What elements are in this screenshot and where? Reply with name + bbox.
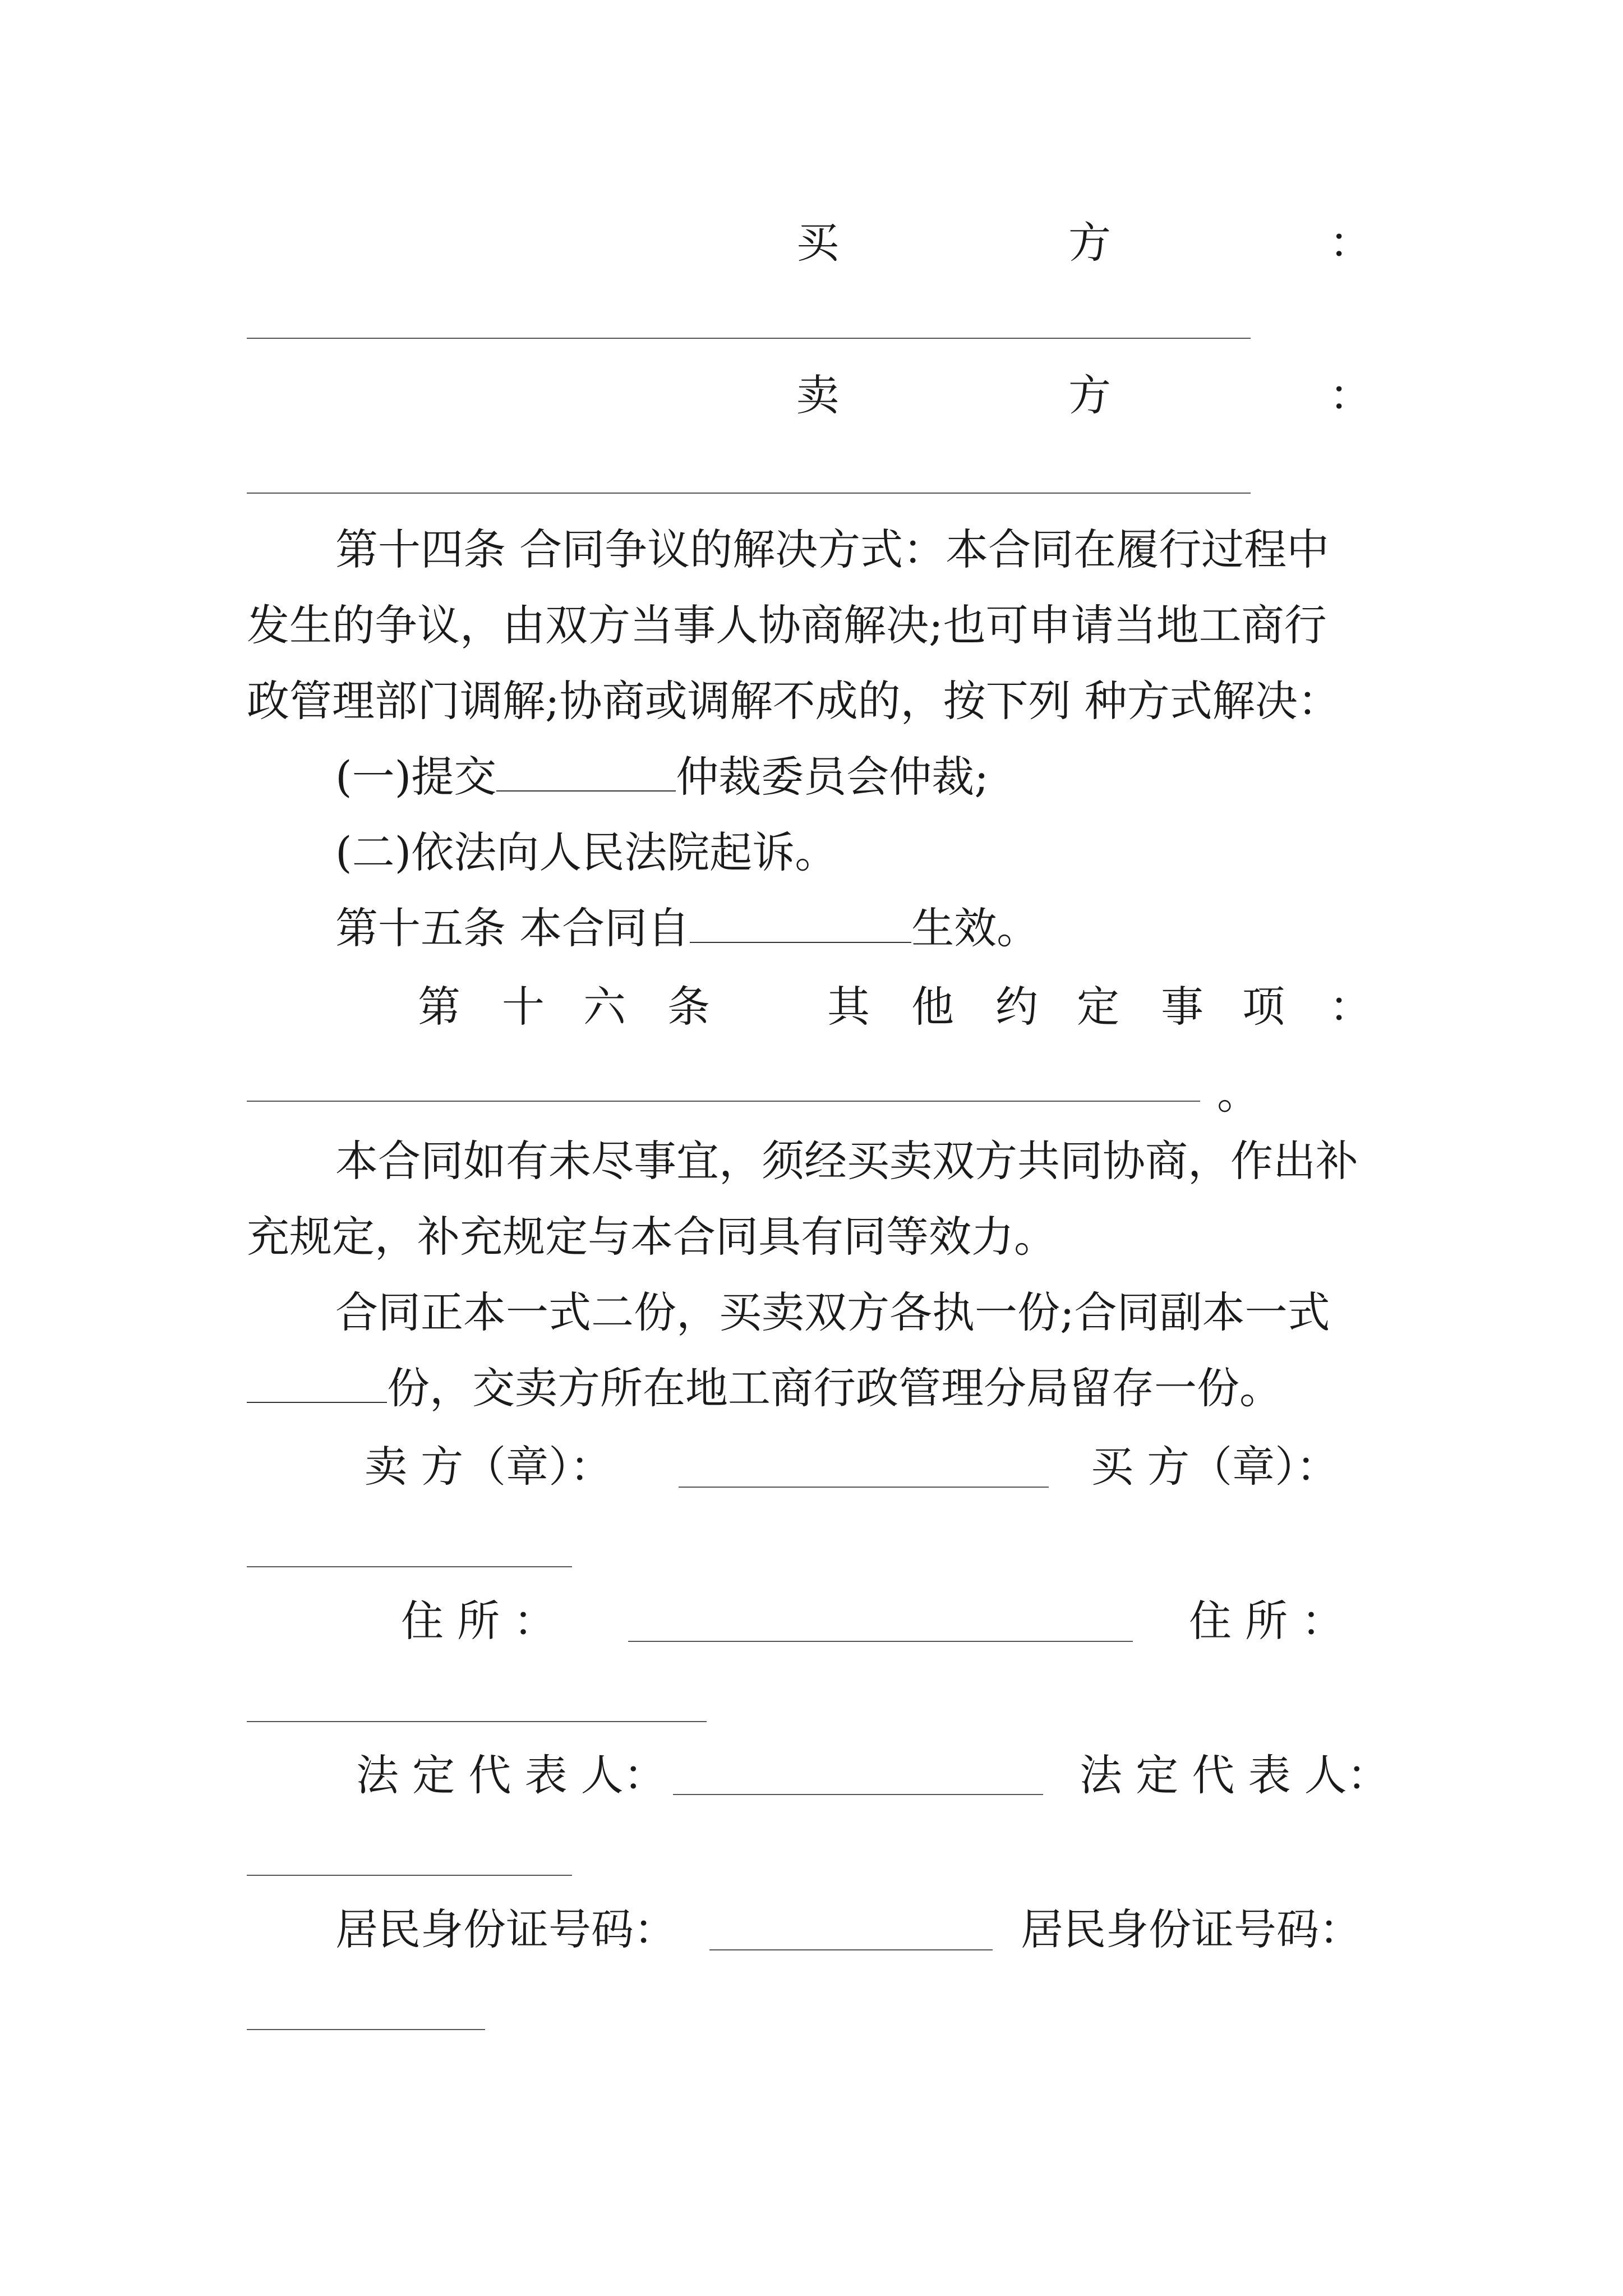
seller-address-line[interactable] <box>628 1641 1133 1642</box>
article16-char: 条 <box>667 982 710 1032</box>
seller-address-label: 住 所 ： <box>401 1596 556 1646</box>
seller-legal-rep-label: 法 定 代 表 人： <box>356 1750 666 1800</box>
article16-char: 十 <box>502 982 545 1032</box>
article16-char: 六 <box>583 982 626 1032</box>
seller-legal-rep-line[interactable] <box>673 1794 1043 1795</box>
copies-line1: 合同正本一式二份，买卖双方各执一份;合同副本一式 <box>335 1287 1330 1337</box>
option1-suffix: 仲裁委员会仲裁; <box>676 752 989 802</box>
article16-char: 其 <box>827 982 870 1032</box>
article16-char: 他 <box>911 982 954 1032</box>
article16-char: 约 <box>995 982 1038 1032</box>
article14-option1 <box>335 746 989 808</box>
buyer-legal-rep-label: 法 定 代 表 人： <box>1080 1750 1390 1800</box>
buyer-seal-line[interactable] <box>247 1566 572 1567</box>
article16-end: 。 <box>1217 1069 1260 1119</box>
seller-seal-line[interactable] <box>679 1487 1049 1488</box>
article15-prefix: 第十五条 本合同自 <box>335 903 690 953</box>
article16-char: 第 <box>418 982 460 1032</box>
article14-line1: 第十四条 合同争议的解决方式：本合同在履行过程中 <box>335 524 1330 574</box>
seller-label-char2: 方 <box>1068 370 1111 420</box>
buyer-label-char1: 买 <box>796 218 839 268</box>
seller-seal-label: 卖 方（章）： <box>365 1442 613 1492</box>
seller-fill-line[interactable] <box>247 493 1251 494</box>
option1-prefix: (一)提交 <box>335 752 497 802</box>
buyer-address-label: 住 所 ： <box>1189 1596 1344 1646</box>
buyer-id-label: 居民身份证号码： <box>1021 1904 1362 1954</box>
seller-id-line[interactable] <box>709 1949 993 1950</box>
buyer-label-colon: ： <box>1329 218 1372 268</box>
article16-char: 定 <box>1077 982 1119 1032</box>
buyer-fill-line[interactable] <box>247 338 1251 339</box>
seller-label-char1: 卖 <box>796 370 839 420</box>
article14-line3: 政管理部门调解;协商或调解不成的，按下列 种方式解决： <box>247 676 1340 726</box>
arbitration-committee-blank[interactable] <box>496 751 676 792</box>
copy-count-blank[interactable] <box>247 1363 387 1403</box>
article15 <box>335 898 1039 959</box>
buyer-seal-label: 买 方（章）： <box>1091 1442 1339 1492</box>
article14-option2: (二)依法向人民法院起诉。 <box>335 827 838 877</box>
article16-char: 事 <box>1161 982 1204 1032</box>
article16-char: ： <box>1329 982 1372 1032</box>
copies-line2 <box>247 1358 1282 1419</box>
seller-label-colon: ： <box>1329 370 1372 420</box>
effective-date-blank[interactable] <box>690 903 911 943</box>
article14-line2: 发生的争议，由双方当事人协商解决;也可申请当地工商行 <box>247 600 1327 650</box>
supplement-line2: 充规定，补充规定与本合同具有同等效力。 <box>247 1212 1057 1262</box>
other-matters-fill-line[interactable] <box>247 1101 1200 1102</box>
article15-suffix: 生效。 <box>911 903 1040 953</box>
supplement-line1: 本合同如有未尽事宜，须经买卖双方共同协商，作出补 <box>335 1136 1358 1186</box>
buyer-id-line[interactable] <box>247 2029 485 2030</box>
buyer-legal-rep-line[interactable] <box>247 1875 572 1876</box>
seller-id-label: 居民身份证号码： <box>335 1904 676 1954</box>
buyer-address-line[interactable] <box>247 1721 707 1722</box>
article16-char: 项 <box>1242 982 1285 1032</box>
copies-line2-text: 份，交卖方所在地工商行政管理分局留存一份。 <box>387 1363 1282 1413</box>
buyer-label-char2: 方 <box>1068 218 1111 268</box>
